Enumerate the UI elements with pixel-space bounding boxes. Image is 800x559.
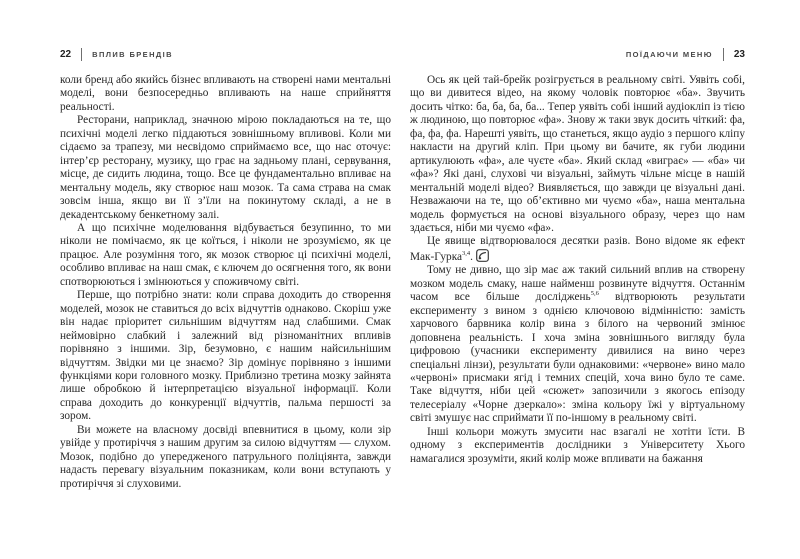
paragraph: А що психічне моделювання відбувається безупинно, то ми ніколи не помічаємо, як це коїться, і ніколи не зрозуміємо, як це працює. Але розуміння того, як мозок створює ці психічні моделі, особливо впливає на наш смак, є ключем до осягнення того, як вони спотворюються і змінюються у споживчому світі. <box>60 221 391 288</box>
paragraph: Ось як цей тай-брейк розігрується в реальному світі. Уявіть собі, що ви дивитеся відео, на якому чоловік повторює «ба». Звучить досить чітко: ба, ба, ба, ба... Тепер уявіть собі інший аудіокліп із тією ж людиною, що повторює «фа». Знову ж таки звук досить чіткий: фа, фа, фа, фа. Нарешті уявіть, що станеться, якщо аудіо з першого кліпу накласти на другий кліп. При цьому ви бачите, як губи людини артикулюють «фа», але чуєте «ба». Який склад «виграє» — «ба» чи «фа»? Які дані, слухові чи візуальні, займуть чільне місце в нашій ментальній моделі відео? Виявляється, що завжди це візуальні дані. Незважаючи на те, що об’єктивно ми чуємо «ба», наша ментальна модель формується на основі візуального образу, через що нам здається, ніби ми чуємо «фа». <box>410 74 745 234</box>
page-header-left <box>60 47 391 62</box>
paragraph: Перше, що потрібно знати: коли справа доходить до створення моделей, мозок не ставиться до всіх відчуттів однаково. Скоріш уже він надає пріоритет сильнішим відчуттям над слабшими. Смак неймовірно слабкий і залежний від різноманітних впливів порівняно з іншими. Зір, безумовно, є нашим найсильнішим відчуттям. Звідки ми це знаємо? Зір домінує порівняно з іншими функціями кори головного мозку. Приблизно третина мозку зайнята лише обробкою й інтерпретацією візуальної інформації. Коли справа доходить до конкуренції відчуттів, пальма першості за зором. <box>60 289 391 423</box>
header-divider <box>723 48 724 61</box>
page-header-right <box>410 47 745 62</box>
page-body-left <box>60 74 391 491</box>
page-body-right <box>410 74 745 466</box>
paragraph: Ви можете на власному досвіді впевнитися в цьому, коли зір увійде у протиріччя з нашим другим за силою відчуттям — слухом. Мозок, подібно до упередженого патрульного поліціянта, завжди надасть перевагу візуальним показникам, коли вони вступають у протиріччя зі слуховими. <box>60 423 391 490</box>
page-left <box>60 47 391 491</box>
footnote-reference: 3,4 <box>462 250 471 258</box>
header-divider <box>81 48 82 61</box>
paragraph: Інші кольори можуть змусити нас взагалі не хотіти їсти. В одному з експериментів дослідники з Університету Хього намагалися зрозуміти, який колір може впливати на бажання <box>410 425 745 465</box>
paragraph: Ресторани, наприклад, значною мірою покладаються на те, що психічні моделі легко піддаються зовнішньому впливові. Коли ми сідаємо за трапезу, ми несвідомо сприймаємо все, що нас оточує: інтер’єр ресторану, музику, що грає на задньому плані, сервування, місце, де сидить людина, тощо. Все це фундаментально впливає на ментальну модель, яку створює наш мозок. Та сама страва на смак зовсім інша, якщо ви її з’їли на покинутому складі, а не в декадентському бенкетному залі. <box>60 114 391 221</box>
page-number: 23 <box>733 49 745 60</box>
page-number: 22 <box>60 49 72 60</box>
paragraph: Тому не дивно, що зір має аж такий сильний вплив на створену мозком модель смаку, наше найменш розвинуте відчуття. Останнім часом все більше досліджень$^{5,6}$ відтворюють результати експерименту з вином з однією ключовою відмінністю: замість харчового барвника колір вина з білого на червоний змінює доповнена реальність. І хоча зміна зовнішнього вигляду була цифровою (учасники експерименту дивилися на вино через спеціальні лінзи), результати були однаковими: «червоне» вино мало «червоні» присмаки ягід і темних спецій, хоча вино було те саме. Таке відчуття, ніби цей «сюжет» запозичили з якогось епізоду телесеріалу «Чорне дзеркало»: зміна кольору їжі у віртуальному світі змушує нас сприймати її по-іншому в реальному світі. <box>410 264 746 425</box>
footnote-reference: 5,6 <box>590 290 599 298</box>
video-marker-icon <box>476 249 489 262</box>
running-head: ПОЇДАЮЧИ МЕНЮ <box>625 50 713 59</box>
paragraph: Це явище відтворювалося десятки разів. Воно відоме як ефект Мак-Гурка$^{3,4}$. <box>410 235 745 263</box>
paragraph: коли бренд або якийсь бізнес впливають на створені нами ментальні моделі, вони безпосередньо впливають на наше сприйняття реальності. <box>60 74 391 113</box>
page-right <box>410 47 745 466</box>
running-head: ВПЛИВ БРЕНДІВ <box>92 50 173 59</box>
